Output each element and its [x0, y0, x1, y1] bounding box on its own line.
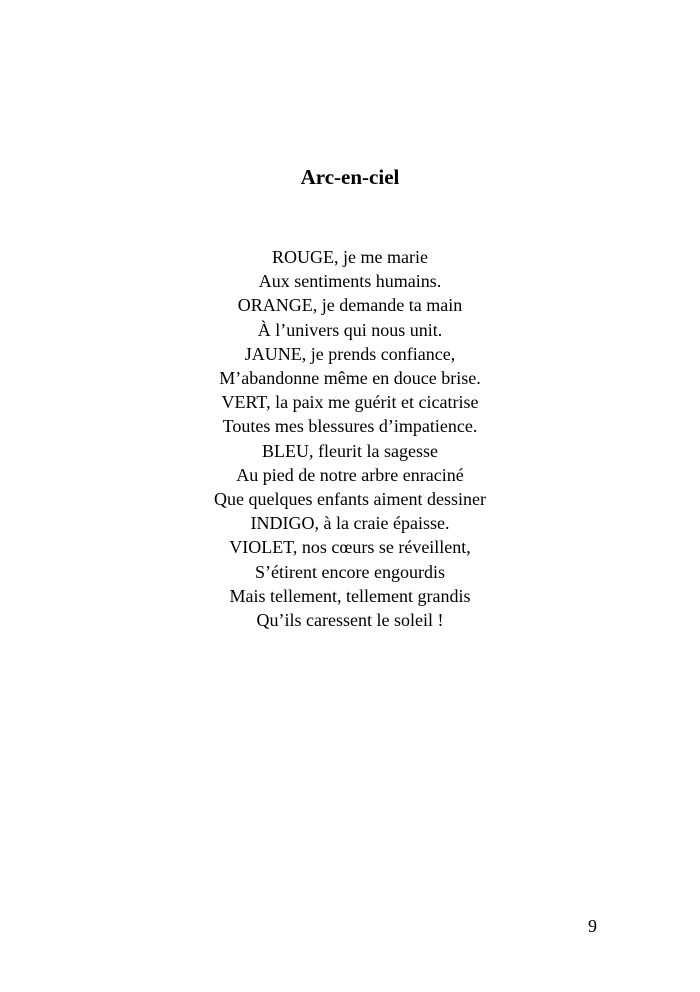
- poem-line: À l’univers qui nous unit.: [257, 319, 443, 340]
- poem-line: Que quelques enfants aiment dessiner: [214, 489, 486, 510]
- poem-line: Qu’ils caressent le soleil !: [256, 610, 444, 631]
- poem-line: VIOLET, nos cœurs se réveillent,: [229, 537, 471, 558]
- poem-line: S’étirent encore engourdis: [255, 561, 445, 582]
- poem-line: Toutes mes blessures d’impatience.: [222, 416, 478, 437]
- poem-line: Aux sentiments humains.: [258, 271, 442, 292]
- poem-line: M’abandonne même en douce brise.: [219, 368, 481, 389]
- poem-line: INDIGO, à la craie épaisse.: [250, 513, 450, 534]
- poem-title: Arc-en-ciel: [300, 165, 400, 189]
- poem-line: JAUNE, je prends confiance,: [244, 343, 456, 364]
- poem-line: VERT, la paix me guérit et cicatrise: [221, 392, 479, 413]
- poem-line: Au pied de notre arbre enraciné: [236, 464, 464, 485]
- poem-line: ORANGE, je demande ta main: [237, 295, 463, 316]
- poem-body: [0, 245, 700, 632]
- poem-line: BLEU, fleurit la sagesse: [262, 440, 438, 461]
- poem-line: Mais tellement, tellement grandis: [229, 585, 471, 606]
- page-number: 9: [588, 916, 597, 936]
- poem-line: ROUGE, je me marie: [272, 247, 428, 267]
